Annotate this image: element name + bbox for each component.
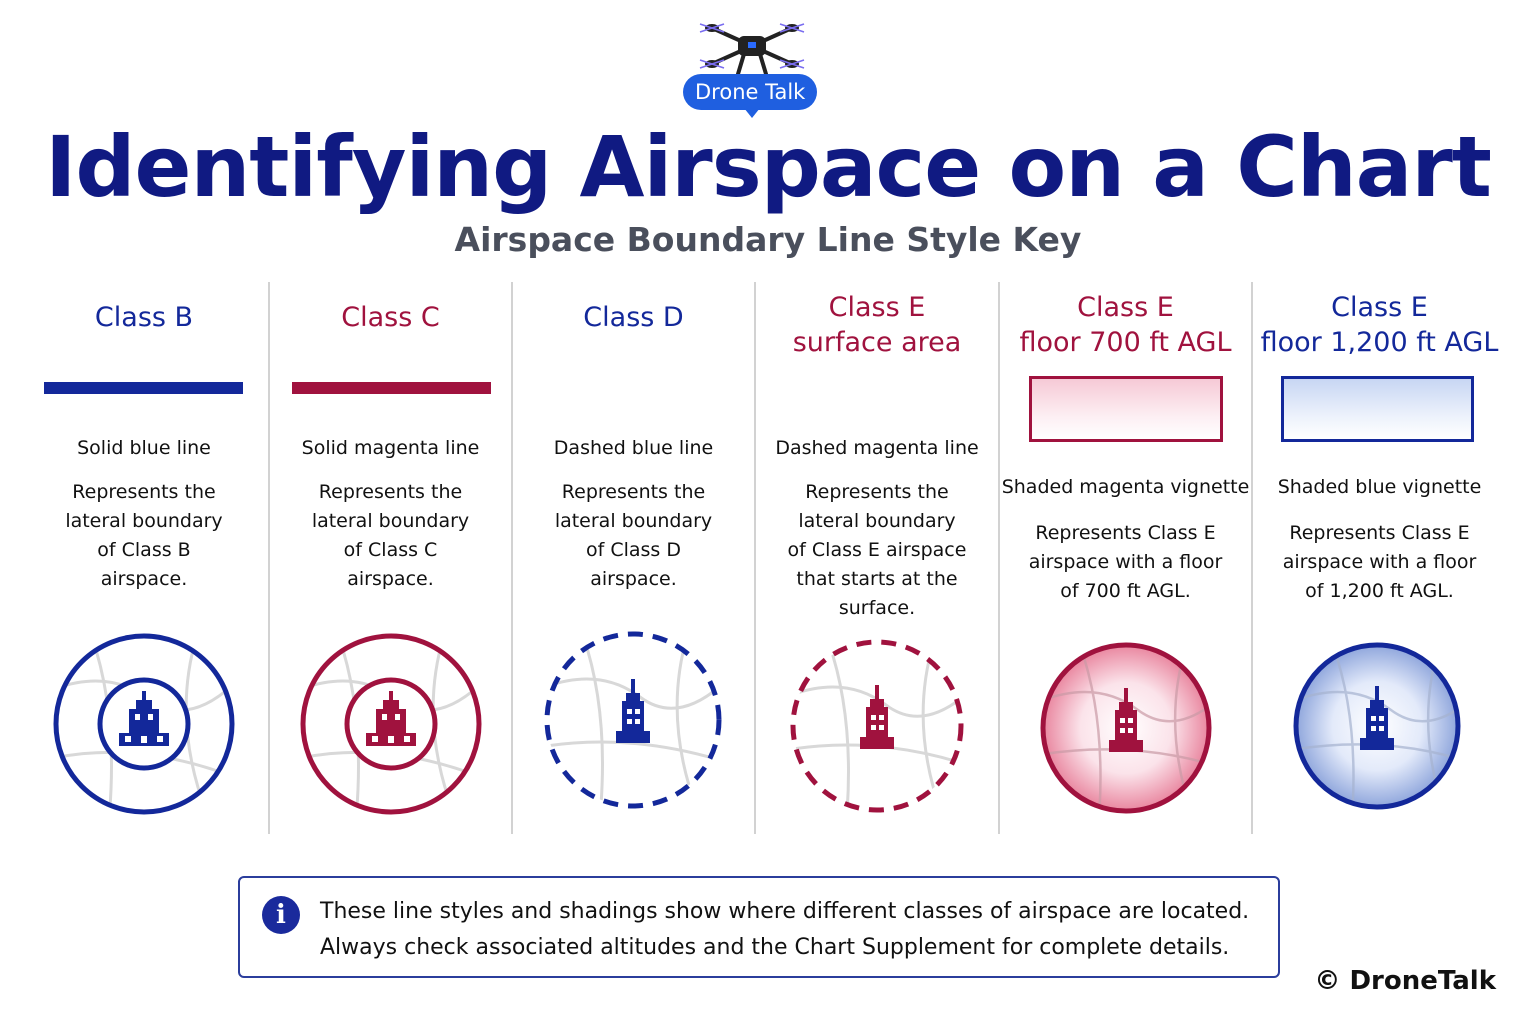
class-title: Class E floor 1,200 ft AGL (1260, 292, 1499, 358)
info-line-1: These line styles and shadings show where different classes of airspace are located. (320, 899, 1250, 924)
line-style-label: Solid magenta line (301, 437, 480, 459)
magenta-vignette-sample (1029, 376, 1223, 442)
class-description: Represents the lateral boundary of Class E airspace that starts at the surface. (787, 481, 967, 619)
class-e-surface-chart-illustration (786, 635, 968, 817)
class-e-700-chart-illustration (1038, 640, 1214, 816)
line-style-label: Shaded magenta vignette (1001, 476, 1250, 498)
class-title: Class D (583, 302, 684, 333)
class-title: Class B (94, 302, 194, 333)
class-e-1200-column (1253, 290, 1506, 835)
page-title: Identifying Airspace on a Chart (45, 118, 1491, 216)
class-b-chart-illustration (49, 629, 239, 819)
class-d-column (513, 290, 754, 835)
class-b-column (20, 290, 268, 835)
logo-badge: Drone Talk (683, 74, 817, 110)
class-title: Class C (341, 302, 440, 333)
line-style-label: Dashed magenta line (775, 437, 979, 459)
logo-badge-tail (744, 108, 760, 118)
class-title: Class E floor 700 ft AGL (1019, 292, 1232, 358)
class-d-chart-illustration (540, 627, 726, 813)
info-line-2: Always check associated altitudes and the Chart Supplement for complete details. (320, 935, 1230, 960)
line-style-label: Dashed blue line (553, 437, 714, 459)
class-e-700-column (1000, 290, 1251, 835)
info-note (238, 876, 1280, 978)
class-description: Represents the lateral boundary of Class D airspace. (554, 481, 713, 590)
class-description: Represents the lateral boundary of Class B airspace. (65, 481, 223, 590)
line-style-label: Solid blue line (77, 437, 211, 459)
info-text (320, 894, 1249, 966)
class-description: Represents Class E airspace with a floor of 700 ft AGL. (1028, 522, 1223, 602)
class-description: Represents Class E airspace with a floor of 1,200 ft AGL. (1282, 522, 1477, 602)
class-c-chart-illustration (296, 629, 486, 819)
class-e-surface-column (756, 290, 998, 835)
copyright: © DroneTalk (1314, 966, 1496, 996)
info-icon: i (262, 896, 300, 934)
drone-talk-logo (680, 10, 830, 120)
solid-blue-line-sample (44, 382, 243, 394)
solid-magenta-line-sample (292, 382, 491, 394)
page-subtitle: Airspace Boundary Line Style Key (454, 220, 1082, 259)
city-building-icon (616, 679, 650, 743)
class-e-1200-chart-illustration (1291, 640, 1463, 812)
class-title: Class E surface area (792, 292, 962, 358)
line-style-label: Shaded blue vignette (1277, 476, 1482, 498)
class-description: Represents the lateral boundary of Class C airspace. (311, 481, 470, 590)
class-c-column (270, 290, 511, 835)
blue-vignette-sample (1281, 376, 1474, 442)
